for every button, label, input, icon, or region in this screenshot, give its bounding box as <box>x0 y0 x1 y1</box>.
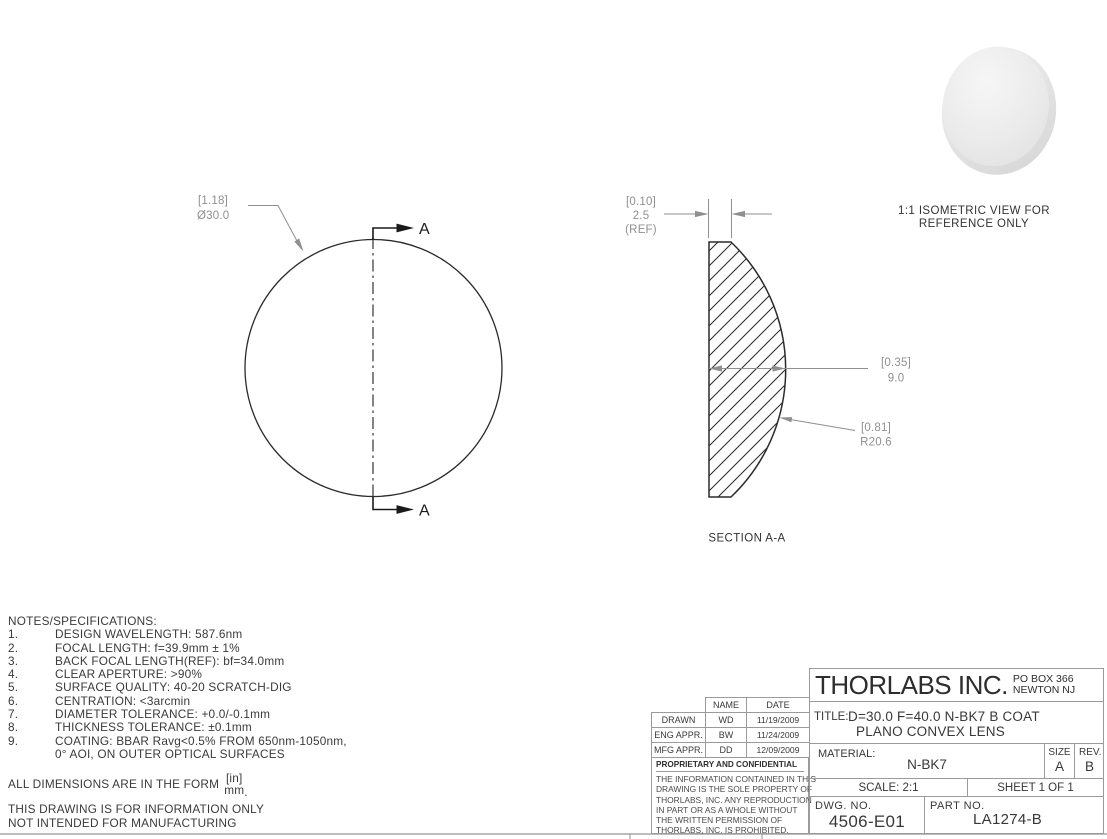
section-arrow-top-line <box>373 228 398 240</box>
thickness-dim-inches: [0.35] <box>881 357 911 369</box>
approval-name: BW <box>705 727 746 742</box>
size-value: A <box>1054 759 1064 774</box>
notes-heading: NOTES/SPECIFICATIONS: <box>8 614 157 628</box>
approval-date: 11/24/2009 <box>746 727 809 742</box>
note-text: CLEAR APERTURE: >90% <box>55 667 203 682</box>
approvals-row-eng <box>651 727 809 742</box>
approval-date: 12/09/2009 <box>746 742 809 757</box>
edge-dim-arrow-right <box>732 211 746 217</box>
company-address: PO BOX 366 NEWTON NJ <box>1012 672 1076 696</box>
part-number-cell <box>924 797 1103 835</box>
section-arrow-bottom-line <box>373 497 398 510</box>
diameter-dim-mm: Ø30.0 <box>197 210 230 222</box>
isometric-view <box>898 38 1066 230</box>
note-item <box>8 735 438 748</box>
approvals-row-mfg <box>651 742 809 757</box>
drawing-title-line2: PLANO CONVEX LENS <box>856 724 1005 739</box>
note-item <box>8 655 438 668</box>
info-only-line: THIS DRAWING IS FOR INFORMATION ONLY <box>8 802 265 817</box>
dwg-number-value: 4506-E01 <box>828 812 906 831</box>
note-number: 7. <box>8 707 19 722</box>
proprietary-heading: PROPRIETARY AND CONFIDENTIAL <box>656 760 804 772</box>
section-label-bottom: A <box>419 502 431 520</box>
front-view <box>197 195 502 520</box>
material-value: N-BK7 <box>907 757 947 772</box>
approvals-col-date: DATE <box>746 697 809 712</box>
section-arrow-bottom-head <box>397 505 415 514</box>
note-item <box>8 642 438 655</box>
note-text: COATING: BBAR Ravg<0.5% FROM 650nm-1050nm, <box>55 733 347 748</box>
note-text: BACK FOCAL LENGTH(REF): bf=34.0mm <box>55 653 285 668</box>
thickness-dim-mm: 9.0 <box>887 372 905 385</box>
note-number: 4. <box>8 667 19 682</box>
part-number-value: LA1274-B <box>973 811 1043 828</box>
fraction-numerator: [in] <box>225 771 243 786</box>
note-text: THICKNESS TOLERANCE: ±0.1mm <box>55 720 252 735</box>
approvals-row-drawn <box>651 712 809 727</box>
note-text: DIAMETER TOLERANCE: +0.0/-0.1mm <box>55 707 271 722</box>
diameter-dim-inches: [1.18] <box>198 195 228 207</box>
rev-label: REV. <box>1079 747 1102 758</box>
note-number: 1. <box>8 627 19 642</box>
section-caption: SECTION A-A <box>708 532 786 545</box>
radius-dim-mm: R20.6 <box>860 436 892 449</box>
note-item <box>8 708 438 721</box>
note-item <box>8 695 438 708</box>
dimensions-form-suffix: . <box>244 784 248 799</box>
note-number: 6. <box>8 693 19 708</box>
edge-dim-ref: (REF) <box>625 224 657 236</box>
section-label-top: A <box>419 221 431 238</box>
proprietary-notice <box>651 757 817 836</box>
isometric-caption-line2: REFERENCE ONLY <box>918 218 1030 230</box>
approval-name: WD <box>705 712 746 727</box>
proprietary-body: THE INFORMATION CONTAINED IN THIS DRAWING IS THE SOLE PROPERTY OF THORLABS, INC. ANY REPRODUCTION IN PART OR AS A WHOLE WITHOUT THE WRITTEN PERMISSION OF THORLABS, INC. IS PROHIBITED. <box>656 774 817 836</box>
diameter-leader-line <box>248 206 301 249</box>
isometric-lens-face <box>933 38 1058 175</box>
note-item-continuation <box>8 748 438 761</box>
title-row <box>810 701 1103 743</box>
approval-date: 11/19/2009 <box>746 712 809 727</box>
size-label: SIZE <box>1048 747 1071 758</box>
note-text: FOCAL LENGTH: f=39.9mm ± 1% <box>55 640 240 655</box>
notes-block <box>8 615 438 830</box>
approval-name: DD <box>705 742 746 757</box>
note-text: CENTRATION: <3arcmin <box>55 693 191 708</box>
approvals-header-row <box>651 697 809 712</box>
note-number: 3. <box>8 653 19 668</box>
scale-cell: SCALE: 2:1 <box>858 781 919 794</box>
company-name: THORLABS INC. <box>815 669 1008 700</box>
part-number-label: PART NO. <box>930 800 985 812</box>
approval-label: DRAWN <box>651 712 705 727</box>
note-text: DESIGN WAVELENGTH: 587.6nm <box>55 627 243 642</box>
note-number: 8. <box>8 720 19 735</box>
note-text: SURFACE QUALITY: 40-20 SCRATCH-DIG <box>55 680 292 695</box>
note-item <box>8 681 438 694</box>
diameter-leader-arrowhead <box>294 238 303 251</box>
title-label: TITLE: <box>814 711 849 723</box>
radius-leader-arrowhead <box>779 417 792 422</box>
dimensions-form-prefix: ALL DIMENSIONS ARE IN THE FORM <box>8 777 220 792</box>
approvals-table <box>651 697 809 757</box>
dwg-number-label: DWG. NO. <box>815 800 872 812</box>
dimensions-form-note <box>8 766 438 803</box>
not-for-manufacturing-line: NOT INTENDED FOR MANUFACTURING <box>8 815 237 830</box>
size-cell <box>1044 744 1074 778</box>
drawing-title-line1: D=30.0 F=40.0 N-BK7 B COAT <box>848 709 1040 724</box>
approval-label: ENG APPR. <box>651 727 705 742</box>
note-item <box>8 628 438 641</box>
sheet-cell: SHEET 1 OF 1 <box>967 779 1103 796</box>
scale-row <box>810 778 1103 796</box>
note-item <box>8 721 438 734</box>
approval-label: MFG APPR. <box>651 742 705 757</box>
material-label: MATERIAL: <box>818 748 876 760</box>
section-view <box>625 196 911 545</box>
title-block <box>809 668 1104 834</box>
drawing-number-row <box>810 796 1103 835</box>
note-number: 9. <box>8 733 19 748</box>
edge-dim-inches: [0.10] <box>626 196 656 208</box>
approvals-col-name: NAME <box>705 697 746 712</box>
section-arrow-top-head <box>397 224 415 233</box>
edge-dim-arrow-left <box>695 211 709 217</box>
note-item <box>8 668 438 681</box>
note-number: 5. <box>8 680 19 695</box>
edge-dim-mm: 2.5 <box>632 210 650 222</box>
dimensions-form-fraction <box>224 773 244 796</box>
isometric-caption-line1: 1:1 ISOMETRIC VIEW FOR <box>898 205 1050 217</box>
material-row <box>810 743 1103 778</box>
material-cell <box>810 744 1044 778</box>
company-row <box>810 669 1103 701</box>
radius-leader-line <box>791 420 855 431</box>
rev-cell <box>1074 744 1103 778</box>
radius-dim-inches: [0.81] <box>861 422 891 434</box>
fraction-denominator: mm <box>224 782 245 797</box>
note-number: 2. <box>8 640 19 655</box>
dwg-number-cell <box>810 797 924 835</box>
note-text: 0° AOI, ON OUTER OPTICAL SURFACES <box>55 746 285 761</box>
rev-value: B <box>1085 759 1095 774</box>
